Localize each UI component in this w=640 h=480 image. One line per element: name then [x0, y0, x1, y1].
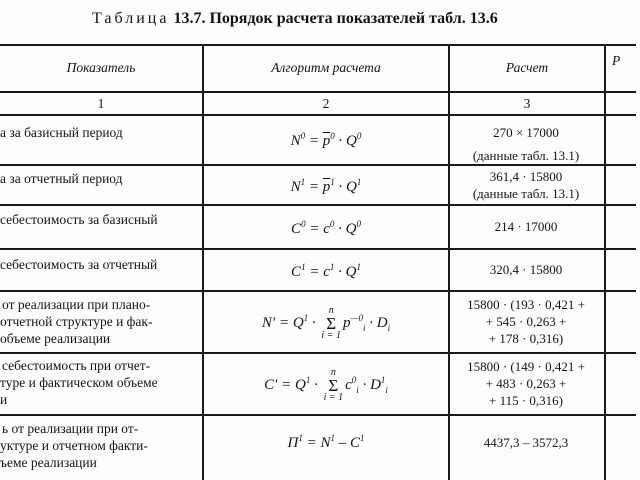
formula-symbol: Q: [346, 133, 357, 149]
calc-line: + 483 · 0,263 +: [485, 376, 567, 391]
formula-sup: 0: [300, 131, 306, 141]
formula-sup: 1: [360, 433, 365, 443]
sum-operator: n Σ i = 1: [321, 305, 341, 341]
row2-formula: [204, 174, 448, 196]
formula-eq: =: [305, 221, 324, 237]
formula-sub: i: [356, 384, 359, 395]
header-algorithm: Алгоритм расчета: [271, 60, 381, 75]
formula-op: ·: [310, 376, 322, 393]
calc-line: 15800 · (149 · 0,421 +: [467, 359, 585, 374]
row2-indicator: [0, 170, 202, 187]
rule-row5: [0, 352, 636, 354]
calc-line: 361,4 · 15800: [489, 169, 563, 184]
rule-row6: [0, 414, 636, 416]
formula-sup: —0: [350, 312, 363, 323]
formula-op: ·: [334, 221, 346, 237]
indicator-line: туре и фактическом объеме: [0, 375, 158, 390]
formula-sub: i: [362, 322, 366, 333]
sum-lower: i = 1: [321, 330, 341, 341]
formula-sup: 1: [300, 177, 306, 187]
formula-symbol: Q: [292, 314, 304, 331]
formula-symbol: D: [376, 314, 388, 331]
row1-formula: [204, 128, 448, 150]
row5-indicator: [0, 296, 202, 347]
formula-symbol: $\overline{p}$: [322, 179, 331, 195]
rule-col3: [604, 44, 606, 480]
header-result-partial: Р: [612, 53, 621, 68]
indicator-line: а за отчетный период: [0, 171, 123, 186]
formula-sup: 1: [356, 262, 361, 272]
formula-symbol: Q: [345, 221, 357, 237]
formula-sup: 1: [330, 177, 335, 187]
row4-indicator: [0, 256, 202, 273]
indicator-line: себестоимость при отчет-: [2, 358, 151, 373]
calc-line: + 115 · 0,316): [488, 393, 563, 408]
row6-calc: [450, 358, 602, 409]
rule-colnum: [0, 114, 636, 116]
row6-indicator: [0, 357, 202, 408]
sum-upper: n: [330, 367, 336, 378]
row5-formula: [204, 306, 448, 341]
formula-symbol: C: [349, 435, 360, 451]
row4-formula: [204, 259, 448, 281]
indicator-line: объеме реализации: [0, 331, 111, 346]
formula-sup: 1: [305, 374, 311, 385]
table-label: Таблица: [92, 10, 170, 27]
row7-formula: [204, 430, 448, 452]
formula-op: ·: [308, 314, 320, 331]
formula-eq: =: [305, 133, 323, 149]
indicator-line: себестоимость за базисный: [0, 212, 158, 227]
header-indicator: Показатель: [66, 60, 136, 75]
formula-sup: 1: [301, 262, 306, 272]
formula-sup: 0: [330, 131, 335, 141]
formula-sup: 0: [351, 374, 357, 385]
formula-symbol: p: [342, 314, 351, 331]
formula-symbol: C: [291, 264, 302, 280]
rule-row2: [0, 204, 636, 206]
sum-operator: n Σ i = 1: [323, 367, 344, 403]
rule-row3: [0, 248, 636, 250]
colnum-2: 2: [322, 96, 330, 111]
formula-symbol: c: [323, 221, 330, 237]
row7-indicator: [0, 420, 202, 471]
rule-top: [0, 44, 636, 46]
formula-symbol: N: [320, 435, 331, 451]
formula-sup: 0: [356, 131, 362, 141]
row3-formula: [204, 216, 448, 238]
row4-calc: [450, 261, 602, 278]
formula-symbol: Q: [295, 376, 306, 393]
row7-calc: [450, 434, 602, 451]
calc-line: 214 · 17000: [494, 219, 558, 234]
indicator-line: и: [0, 392, 8, 407]
rule-row1: [0, 164, 636, 166]
indicator-line: ъеме реализации: [0, 455, 97, 470]
indicator-line: ь от реализации при от-: [2, 421, 139, 436]
formula-op: ·: [334, 133, 347, 149]
formula-symbol: N′: [261, 314, 276, 331]
calc-line: 270 × 17000: [493, 125, 559, 140]
formula-sup: 1: [356, 177, 362, 187]
calc-line: (данные табл. 13.1): [472, 148, 580, 163]
calc-line: 4437,3 – 3572,3: [483, 435, 569, 450]
table-number: 13.7.: [173, 10, 206, 27]
rule-row4: [0, 290, 636, 292]
formula-symbol: $\overline{p}$: [322, 133, 331, 149]
formula-sup: 1: [329, 262, 335, 272]
formula-symbol: D: [370, 376, 381, 393]
formula-op: ·: [334, 264, 346, 280]
formula-symbol: N: [290, 133, 301, 149]
formula-sup: 1: [330, 433, 335, 443]
calc-line: 320,4 · 15800: [489, 262, 563, 277]
formula-sup: 1: [380, 374, 386, 385]
indicator-line: отчетной структуре и фак-: [0, 314, 153, 329]
calc-line: 15800 · (193 · 0,421 +: [467, 297, 585, 312]
formula-eq: =: [305, 264, 324, 280]
formula-sub: i: [385, 384, 388, 395]
indicator-line: от реализации при плано-: [2, 297, 151, 312]
row1-calc: [450, 124, 602, 164]
formula-eq: =: [277, 376, 295, 393]
row3-calc: [450, 218, 602, 235]
indicator-line: уктуре и отчетном факти-: [0, 438, 148, 453]
formula-sup: 0: [301, 219, 306, 229]
formula-eq: =: [302, 435, 321, 451]
header-calculation: Расчет: [505, 60, 549, 75]
formula-sub: i: [387, 322, 391, 333]
formula-op: –: [334, 435, 350, 451]
colnum-3: 3: [523, 96, 531, 111]
row2-calc: [450, 168, 602, 202]
formula-op: ·: [365, 314, 377, 331]
sum-upper: n: [328, 305, 334, 316]
formula-symbol: Q: [346, 179, 357, 195]
table-caption: Порядок расчета показателей табл. 13.6: [209, 10, 498, 27]
formula-op: ·: [358, 376, 371, 393]
colnum-1: 1: [97, 96, 105, 111]
row3-indicator: [0, 211, 202, 228]
formula-sup: 0: [329, 219, 335, 229]
row6-formula: [204, 368, 448, 403]
rule-header: [0, 91, 636, 93]
indicator-line: себестоимость за отчетный: [0, 257, 158, 272]
formula-symbol: c: [345, 376, 352, 393]
formula-symbol: N: [290, 179, 301, 195]
formula-sup: 1: [303, 312, 309, 323]
calc-line: (данные табл. 13.1): [472, 186, 580, 201]
formula-symbol: c: [323, 264, 330, 280]
formula-symbol: C: [291, 221, 302, 237]
formula-sup: 0: [356, 219, 361, 229]
calc-line: + 178 · 0,316): [488, 331, 564, 346]
formula-eq: =: [275, 314, 293, 331]
formula-eq: =: [305, 179, 323, 195]
row1-indicator: [0, 124, 202, 141]
formula-symbol: П: [287, 435, 299, 451]
formula-symbol: Q: [345, 264, 357, 280]
formula-op: ·: [334, 179, 347, 195]
formula-symbol: C′: [264, 376, 278, 393]
indicator-line: а за базисный период: [0, 125, 123, 140]
formula-sup: 1: [298, 433, 303, 443]
row5-calc: [450, 296, 602, 347]
sum-lower: i = 1: [323, 392, 344, 403]
calc-line: + 545 · 0,263 +: [485, 314, 567, 329]
